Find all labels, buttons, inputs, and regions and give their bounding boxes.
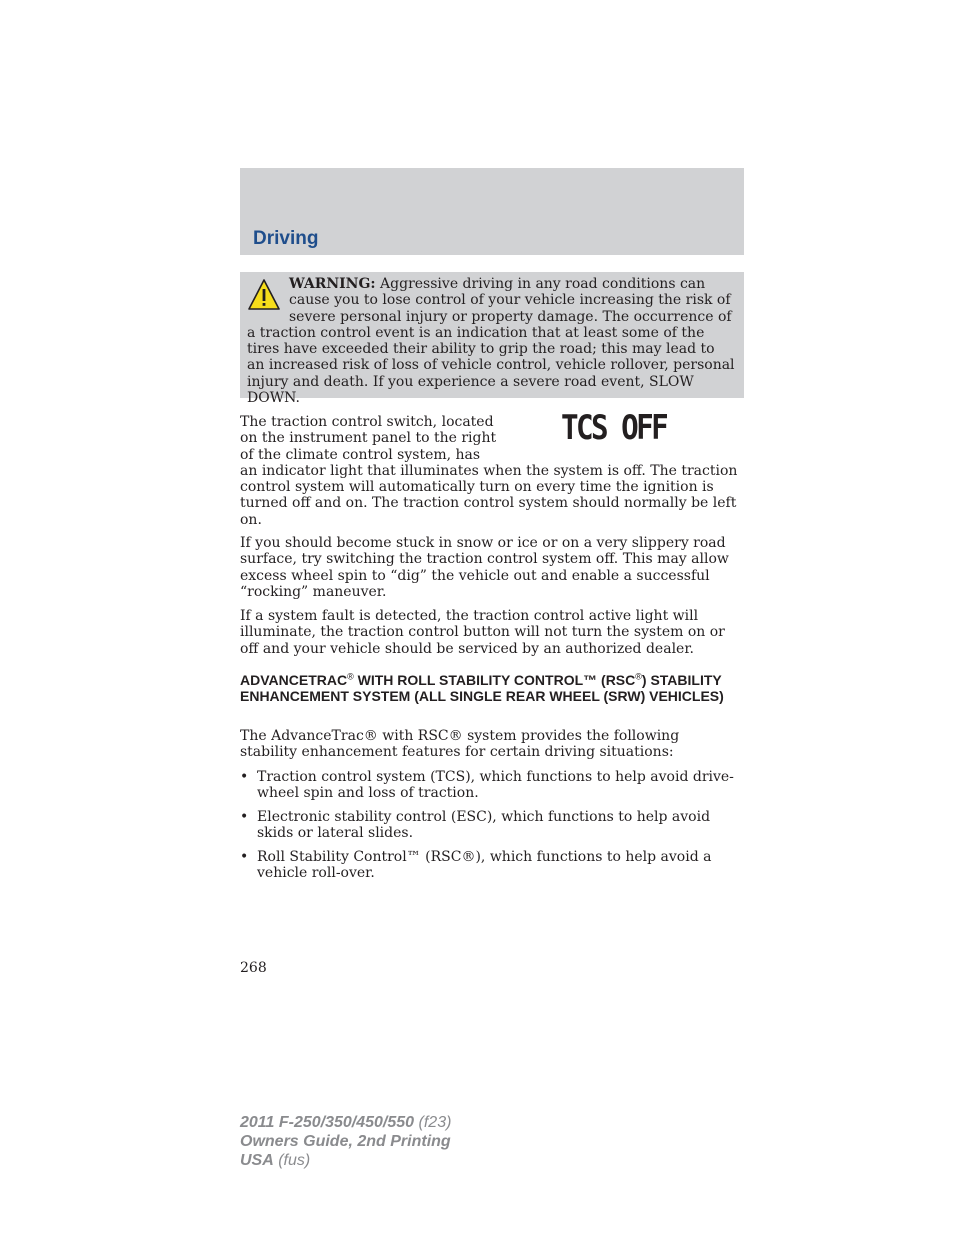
tcs-off-indicator: TCS OFF	[561, 408, 667, 448]
footer-guide-line: Owners Guide, 2nd Printing	[240, 1133, 451, 1150]
paragraph-system-fault: If a system fault is detected, the traction control active light will illuminate, the traction control button will not turn the system on or off and your vehicle should be serviced by an authorized dealer.	[240, 608, 725, 657]
stability-features-list	[240, 769, 744, 889]
paragraph-stuck-in-snow: If you should become stuck in snow or ice or on a very slippery road surface, try switching the traction control system off. This may allow excess wheel spin to “dig” the vehicle out and enable a successful “rocking” maneuver.	[240, 535, 729, 600]
paragraph-traction-switch-rest: an indicator light that illuminates when the system is off. The traction control system will automatically turn on every time the ignition is turned off and on. The traction control system should normally be left on.	[240, 462, 738, 528]
footer-region-line: USA (fus)	[240, 1152, 311, 1169]
warning-box	[240, 272, 744, 407]
list-item: • Traction control system (TCS), which functions to help avoid drive-wheel spin and loss of traction.	[240, 769, 734, 802]
section-title: Driving	[253, 228, 319, 249]
warning-triangle-icon	[247, 278, 281, 312]
list-item: • Roll Stability Control™ (RSC®), which functions to help avoid a vehicle roll-over.	[240, 849, 712, 882]
section-header-band	[240, 168, 744, 255]
advancetrac-heading: ADVANCETRAC® WITH ROLL STABILITY CONTROL™ (RSC®) STABILITY ENHANCEMENT SYSTEM (ALL SINGLE REAR WHEEL (SRW) VEHICLES)	[240, 671, 724, 705]
warning-text: Aggressive driving in any road conditions can cause you to lose control of your vehicle increasing the risk of severe personal injury or property damage. The occurrence of a traction control event is an indication that at least some of the tires have exceeded their ability to grip the road; this may lead to an increased risk of loss of vehicle control, vehicle rollover, personal injury and death. If you experience a severe road event, SLOW DOWN.	[247, 276, 735, 407]
bullet-icon: •	[240, 809, 249, 826]
paragraph-advancetrac-intro: The AdvanceTrac® with RSC® system provides the following stability enhancement features for certain driving situations:	[240, 728, 680, 761]
document-footer	[240, 1113, 451, 1170]
list-item: • Electronic stability control (ESC), which functions to help avoid skids or lateral slides.	[240, 809, 711, 842]
warning-label: WARNING:	[289, 276, 376, 292]
page-number: 268	[240, 960, 267, 976]
bullet-icon: •	[240, 769, 249, 785]
footer-model-line: 2011 F-250/350/450/550 (f23)	[240, 1114, 452, 1131]
bullet-icon: •	[240, 849, 249, 866]
paragraph-traction-switch-side: The traction control switch, located on the instrument panel to the right of the climate control system, has	[240, 414, 497, 463]
